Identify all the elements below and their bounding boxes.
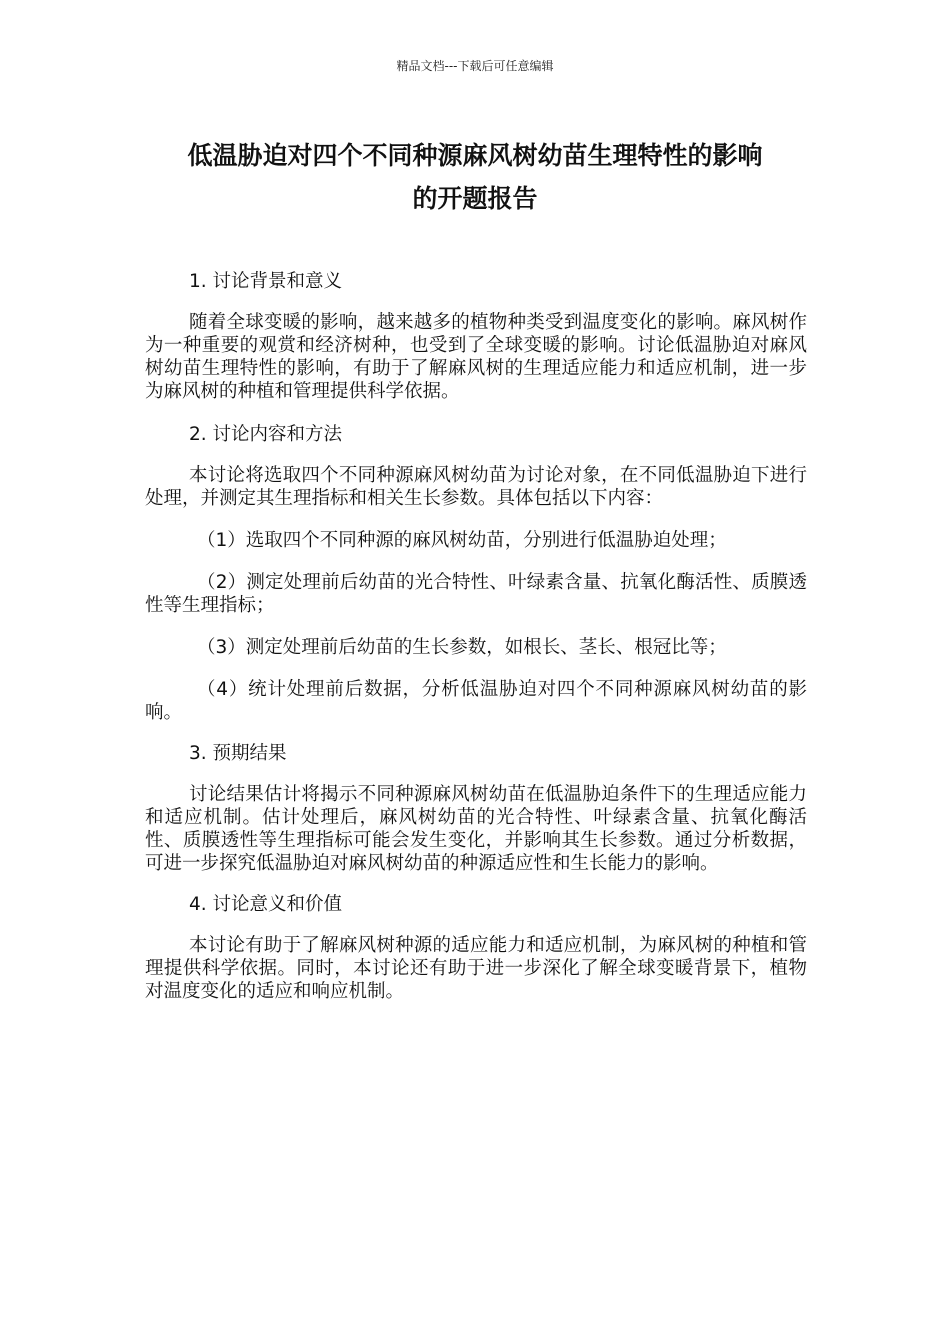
section-heading-3: 3. 预期结果 xyxy=(189,743,287,764)
section-1-paragraph: 随着全球变暖的影响，越来越多的植物种类受到温度变化的影响。麻风树作为一种重要的观赏和经济树种，也受到了全球变暖的影响。讨论低温胁迫对麻风树幼苗生理特性的影响，有助于了解麻风树的生理适应能力和适应机制，进一步为麻风树的种植和管理提供科学依据。 xyxy=(145,312,807,402)
section-heading-1: 1. 讨论背景和意义 xyxy=(189,271,343,292)
title-line-2: 的开题报告 xyxy=(412,184,538,213)
section-heading-2: 2. 讨论内容和方法 xyxy=(189,424,343,445)
header-note: 精品文档---下载后可任意编辑 xyxy=(396,59,554,73)
section-4-paragraph: 本讨论有助于了解麻风树种源的适应能力和适应机制，为麻风树的种植和管理提供科学依据。同时，本讨论还有助于进一步深化了解全球变暖背景下，植物对温度变化的适应和响应机制。 xyxy=(145,935,807,1002)
section-2-item-2: （2）测定处理前后幼苗的光合特性、叶绿素含量、抗氧化酶活性、质膜透性等生理指标； xyxy=(145,572,807,616)
section-3-paragraph: 讨论结果估计将揭示不同种源麻风树幼苗在低温胁迫条件下的生理适应能力和适应机制。估计处理后，麻风树幼苗的光合特性、叶绿素含量、抗氧化酶活性、质膜透性等生理指标可能会发生变化，并影响其生长参数。通过分析数据，可进一步探究低温胁迫对麻风树幼苗的种源适应性和生长能力的影响。 xyxy=(145,784,807,874)
title-line-1: 低温胁迫对四个不同种源麻风树幼苗生理特性的影响 xyxy=(187,141,763,170)
document-title xyxy=(140,134,810,220)
section-2-paragraph: 本讨论将选取四个不同种源麻风树幼苗为讨论对象，在不同低温胁迫下进行处理，并测定其生理指标和相关生长参数。具体包括以下内容： xyxy=(145,465,807,509)
section-2-item-1: （1）选取四个不同种源的麻风树幼苗，分别进行低温胁迫处理； xyxy=(197,530,727,551)
section-2-item-3: （3）测定处理前后幼苗的生长参数，如根长、茎长、根冠比等； xyxy=(197,637,727,658)
section-heading-4: 4. 讨论意义和价值 xyxy=(189,894,343,915)
document-body xyxy=(145,270,807,1003)
section-2-item-4: （4）统计处理前后数据，分析低温胁迫对四个不同种源麻风树幼苗的影响。 xyxy=(145,679,807,723)
